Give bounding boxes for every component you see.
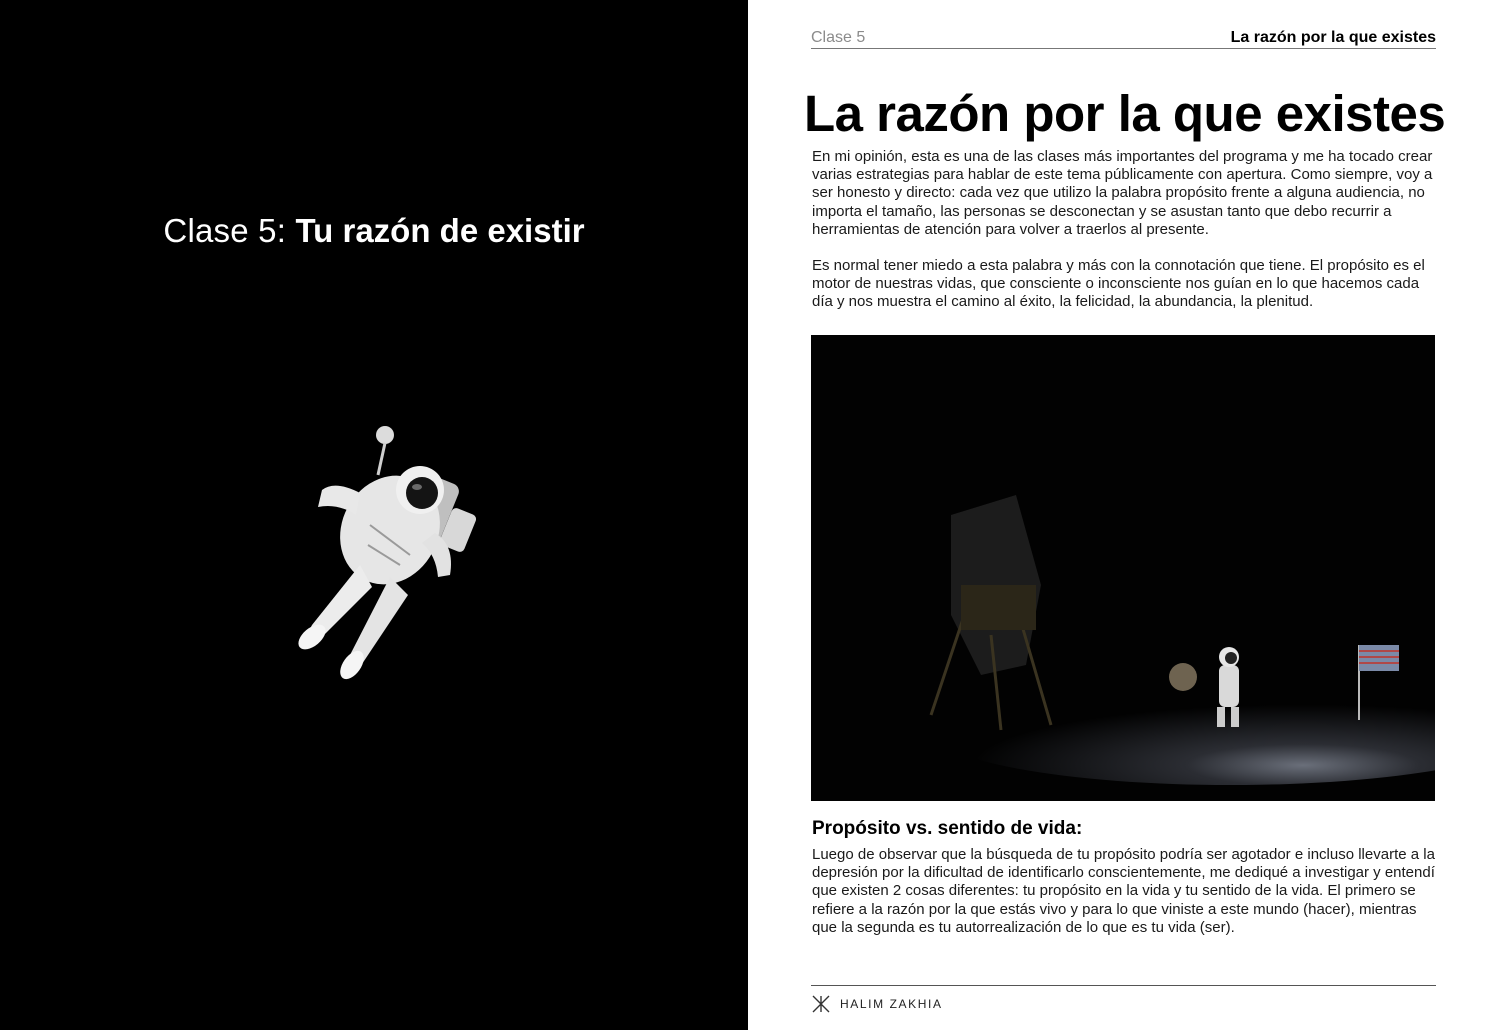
footer-divider bbox=[811, 985, 1436, 986]
running-header-chapter: Clase 5 bbox=[811, 29, 866, 46]
cover-title bbox=[0, 212, 748, 250]
body-paragraph-3: Luego de observar que la búsqueda de tu propósito podría ser agotador e incluso llevarte a la depresión por la dificultad de identificarlo conscientemente, me dediqué a investigar y entendí que existen 2 cosas diferentes: tu propósito en la vida y tu sentido de la vida. El primero se refiere a la razón por la que estás vivo y para lo que viniste a este mundo (hacer), mientras que la segunda es tu autorrealización de lo que es tu vida (ser). bbox=[812, 846, 1435, 936]
right-page bbox=[748, 0, 1500, 1030]
floating-astronaut-image bbox=[250, 415, 485, 680]
moon-landing-photo bbox=[811, 335, 1435, 801]
left-page bbox=[0, 0, 748, 1030]
halim-zakhia-logo-icon bbox=[811, 994, 831, 1014]
cover-title-prefix: Clase 5: bbox=[163, 212, 296, 249]
body-paragraph-2: Es normal tener miedo a esta palabra y más con la connotación que tiene. El propósito es el motor de nuestras vidas, que consciente o inconsciente nos guían en lo que hacemos cada día y nos muestra el camino al éxito, la felicidad, la abundancia, la plenitud. bbox=[812, 257, 1425, 311]
footer-brand: HALIM ZAKHIA bbox=[840, 997, 943, 1011]
running-header-title: La razón por la que existes bbox=[1230, 29, 1436, 46]
cover-title-main: Tu razón de existir bbox=[295, 212, 585, 249]
section-heading: Propósito vs. sentido de vida: bbox=[812, 818, 1083, 839]
page-title: La razón por la que existes bbox=[804, 85, 1446, 142]
body-paragraph-1: En mi opinión, esta es una de las clases más importantes del programa y me ha tocado crear varias estrategias para hablar de este tema públicamente con apertura. Como siempre, voy a ser honesto y directo: cada vez que utilizo la palabra propósito frente a alguna audiencia, no importa el tamaño, las personas se desconectan y se asustan tanto que debo recurrir a herramientas de atención para volver a traerlos al presente. bbox=[812, 148, 1433, 238]
running-header bbox=[811, 28, 1436, 49]
